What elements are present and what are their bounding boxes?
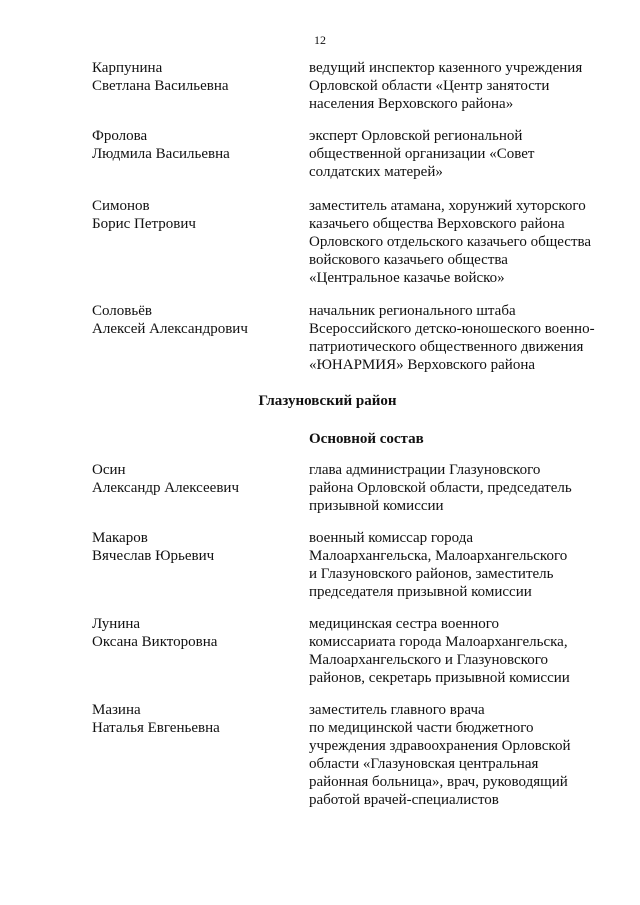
member-surname: Симонов — [92, 198, 150, 214]
position-line: Всероссийского детско-юношеского военно- — [309, 321, 595, 337]
position-line: районов, секретарь призывной комиссии — [309, 670, 570, 686]
position-line: глава администрации Глазуновского — [309, 462, 541, 478]
member-surname: Мазина — [92, 702, 141, 718]
position-line: председателя призывной комиссии — [309, 584, 532, 600]
position-line: ведущий инспектор казенного учреждения — [309, 60, 583, 76]
position-line: общественной организации «Совет — [309, 146, 535, 162]
member-given-names: Светлана Васильевна — [92, 78, 229, 94]
position-line: учреждения здравоохранения Орловской — [309, 738, 571, 754]
member-position — [309, 461, 609, 515]
position-line: эксперт Орловской региональной — [309, 128, 523, 144]
page-number: 12 — [314, 33, 326, 47]
member-surname: Фролова — [92, 128, 148, 144]
position-line: «ЮНАРМИЯ» Верховского района — [309, 357, 536, 373]
position-line: и Глазуновского районов, заместитель — [309, 566, 554, 582]
position-line: Малоархангельского и Глазуновского — [309, 652, 548, 668]
member-given-names: Вячеслав Юрьевич — [92, 548, 215, 564]
position-line: начальник регионального штаба — [309, 303, 516, 319]
position-line: работой врачей-специалистов — [309, 792, 499, 808]
member-surname: Соловьёв — [92, 303, 152, 319]
member-position — [309, 529, 609, 601]
position-line: казачьего общества Верховского района — [309, 216, 565, 232]
position-line: «Центральное казачье войско» — [309, 270, 505, 286]
position-line: области «Глазуновская центральная — [309, 756, 539, 772]
position-line: района Орловской области, председатель — [309, 480, 572, 496]
position-line: патриотического общественного движения — [309, 339, 584, 355]
position-line: медицинская сестра военного — [309, 616, 500, 632]
member-given-names: Алексей Александрович — [92, 321, 248, 337]
position-line: заместитель главного врача — [309, 702, 485, 718]
member-position — [309, 59, 609, 113]
position-line: районная больница», врач, руководящий — [309, 774, 568, 790]
position-line: Орловского отдельского казачьего общества — [309, 234, 592, 250]
member-surname: Макаров — [92, 530, 148, 546]
member-name — [92, 59, 292, 95]
position-line: комиссариата города Малоархангельска, — [309, 634, 568, 650]
position-line: Орловской области «Центр занятости — [309, 78, 550, 94]
member-position — [309, 615, 609, 687]
position-line: войскового казачьего общества — [309, 252, 508, 268]
member-name — [92, 615, 292, 651]
district-heading: Глазуновский район — [258, 393, 397, 409]
member-name — [92, 302, 292, 338]
member-surname: Карпунина — [92, 60, 163, 76]
position-line: Малоархангельска, Малоархангельского — [309, 548, 568, 564]
member-name — [92, 197, 292, 233]
member-surname: Лунина — [92, 616, 141, 632]
member-name — [92, 529, 292, 565]
member-given-names: Александр Алексеевич — [92, 480, 239, 496]
member-position — [309, 701, 609, 809]
position-line: солдатских матерей» — [309, 164, 443, 180]
position-line: призывной комиссии — [309, 498, 444, 514]
member-given-names: Борис Петрович — [92, 216, 196, 232]
member-name — [92, 461, 292, 497]
member-name — [92, 127, 292, 163]
position-line: заместитель атамана, хорунжий хуторского — [309, 198, 586, 214]
member-surname: Осин — [92, 462, 126, 478]
member-position — [309, 127, 609, 181]
position-line: военный комиссар города — [309, 530, 474, 546]
member-given-names: Оксана Викторовна — [92, 634, 218, 650]
composition-heading: Основной состав — [309, 431, 424, 447]
member-position — [309, 302, 609, 374]
member-given-names: Наталья Евгеньевна — [92, 720, 220, 736]
position-line: по медицинской части бюджетного — [309, 720, 534, 736]
member-given-names: Людмила Васильевна — [92, 146, 230, 162]
member-position — [309, 197, 609, 287]
position-line: населения Верховского района» — [309, 96, 514, 112]
member-name — [92, 701, 292, 737]
